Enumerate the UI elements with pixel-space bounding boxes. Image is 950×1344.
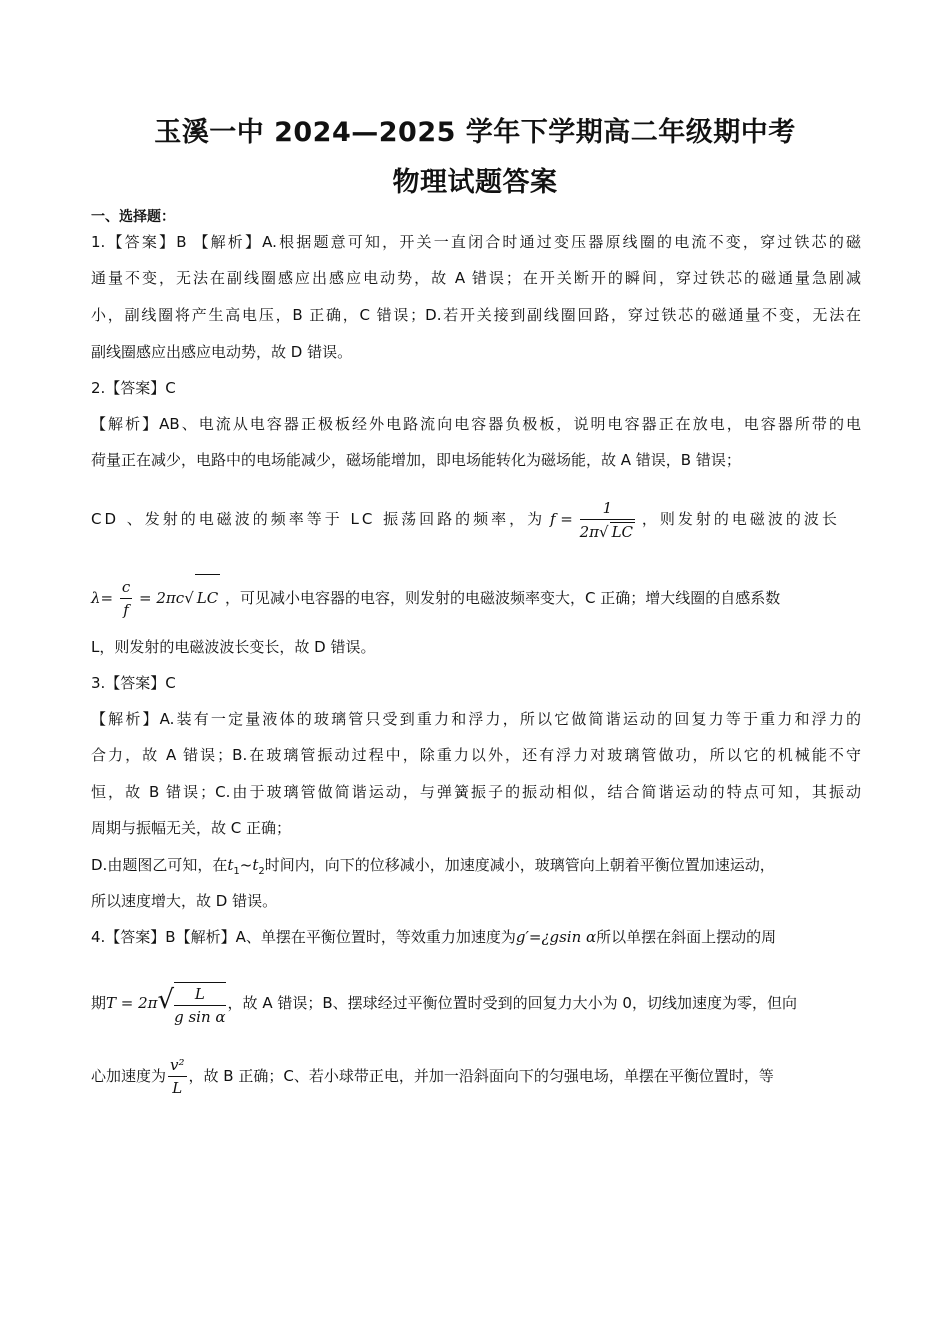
q4-effective-gravity-formula: g′=¿gsin α [515, 928, 597, 946]
q3-answer: 3.【答案】C [91, 674, 176, 692]
page-title-line1: 玉溪一中 2024—2025 学年下学期高二年级期中考 [154, 117, 796, 148]
page-title-line2: 物理试题答案 [392, 167, 558, 198]
q3-t2: t [252, 856, 259, 874]
q1-line-1: 1.【答案】B 【解析】A.根据题意可知，开关一直闭合时通过变压器原线圈的电流不变，穿过铁芯的磁 [91, 233, 861, 251]
q3-line-5-text-b: 时间内，向下的位移减小，加速度减小，玻璃管向上朝着平衡位置加速运动， [264, 856, 775, 874]
q3-line-3: 恒，故 B 错误；C.由于玻璃管做简谐运动，与弹簧振子的振动相似，结合简谐运动的特点可知，其振动 [91, 783, 861, 801]
q2-line-5: L，则发射的电磁波波长变长，故 D 错误。 [91, 638, 376, 656]
q2-line-4-text-b: ，可见减小电容器的电容，则发射的电磁波频率变大，C 正确；增大线圈的自感系数 [224, 589, 781, 607]
q4-line-2 [91, 974, 861, 1026]
q4-line-3-text-a: 心加速度为 [91, 1067, 167, 1085]
q2-wavelength-numerator: c [120, 578, 132, 599]
q1-line-4: 副线圈感应出感应电动势，故 D 错误。 [91, 343, 353, 361]
q4-line-1-text-a: 4.【答案】B【解析】A、单摆在平衡位置时，等效重力加速度为 [91, 928, 516, 946]
q3-t2-subscript: 2 [258, 866, 265, 877]
q4-line-2-text-b: ，故 A 错误；B、摆球经过平衡位置时受到的回复力大小为 0，切线加速度为零，但向 [227, 994, 797, 1012]
q2-wavelength-eq: = 2πc [139, 589, 185, 607]
q3-t1-subscript: 1 [233, 866, 240, 877]
q3-line-5-text-a: D.由题图乙可知，在 [91, 856, 228, 874]
q2-wavelength-lhs: λ= [91, 589, 114, 607]
q3-line-2: 合力，故 A 错误；B.在玻璃管振动过程中，除重力以外，还有浮力对玻璃管做功，所以它的机械能不守 [91, 746, 861, 764]
q2-line-3-text-b: ，则发射的电磁波的波长 [641, 510, 840, 528]
q2-line-2: 荷量正在减少，电路中的电场能减少，磁场能增加，即电场能转化为磁场能，故 A 错误，B 错误； [91, 451, 741, 469]
q2-answer: 2.【答案】C [91, 379, 176, 397]
q4-line-2-text-a: 期 [91, 994, 107, 1012]
q3-line-5 [91, 855, 861, 882]
q2-frequency-denominator [580, 520, 635, 541]
q2-line-4 [91, 574, 861, 620]
q2-line-3 [91, 496, 861, 542]
q1-line-2: 通量不变，无法在副线圈感应出感应电动势，故 A 错误；在开关断开的瞬间，穿过铁芯的磁通量急剧减 [91, 269, 861, 287]
q3-tilde: ~ [239, 856, 253, 874]
q3-line-6: 所以速度增大，故 D 错误。 [91, 892, 278, 910]
q4-line-3 [91, 1052, 861, 1100]
q4-period-lhs: T = 2π [106, 994, 158, 1012]
q4-period-denominator: g sin α [174, 1007, 226, 1026]
q2-frequency-numerator: 1 [580, 499, 635, 520]
q1-line-3: 小，副线圈将产生高电压，B 正确，C 错误；D.若开关接到副线圈回路，穿过铁芯的磁通量不变，无法在 [91, 306, 861, 324]
q3-line-1: 【解析】A.装有一定量液体的玻璃管只受到重力和浮力，所以它做简谐运动的回复力等于重力和浮力的 [91, 710, 861, 728]
sqrt-radical-icon: √ [157, 985, 175, 1015]
q4-centripetal-denominator: L [172, 1079, 183, 1097]
q4-period-fraction [174, 982, 225, 1026]
q2-frequency-fraction [580, 499, 635, 541]
q3-t1: t [227, 856, 234, 874]
q2-wavelength-sqrt: LC [195, 574, 220, 621]
q4-line-3-text-b: ，故 B 正确；C、若小球带正电，并加一沿斜面向下的匀强电场，单摆在平衡位置时，等 [188, 1067, 774, 1085]
section-heading: 一、选择题： [91, 209, 175, 225]
q2-frequency-den-sqrt: LC [611, 522, 634, 541]
q4-centripetal-fraction [168, 1056, 187, 1097]
q2-line-3-text-a: CD 、发射的电磁波的频率等于 LC 振荡回路的频率，为 [91, 510, 546, 528]
q4-period-numerator: L [174, 985, 225, 1006]
sqrt-radical-icon: √ [184, 589, 194, 607]
q2-frequency-den-factor: 2π [579, 522, 600, 541]
q2-line-1: 【解析】AB、电流从电容器正极板经外电路流向电容器负极板，说明电容器正在放电，电容器所带的电 [91, 415, 861, 433]
q2-wavelength-fraction [120, 578, 132, 619]
q3-line-4: 周期与振幅无关，故 C 正确； [91, 819, 292, 837]
sqrt-radical-icon: √ [599, 522, 609, 541]
q4-line-1-text-b: 所以单摆在斜面上摆动的周 [596, 928, 777, 946]
q4-centripetal-numerator: v² [168, 1056, 187, 1077]
q4-line-1 [91, 927, 861, 947]
q2-wavelength-denominator: f [123, 601, 129, 619]
q2-frequency-lhs: f = [549, 510, 573, 528]
